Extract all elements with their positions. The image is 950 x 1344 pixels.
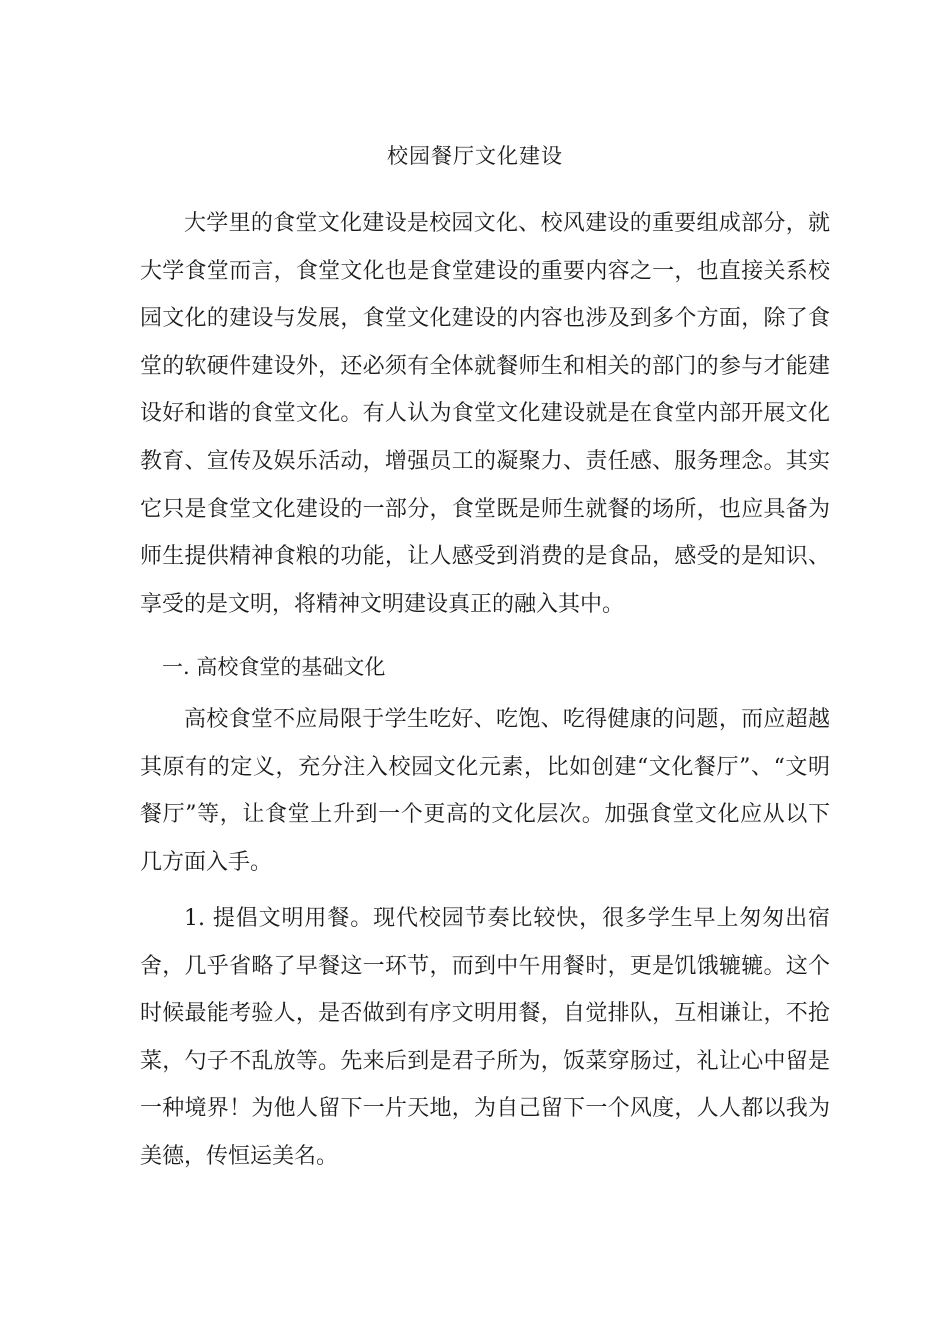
paragraph-item-1: 1. 提倡文明用餐。现代校园节奏比较快，很多学生早上匆匆出宿舍，几乎省略了早餐这一环节，而到中午用餐时，更是饥饿辘辘。这个时候最能考验人，是否做到有序文明用餐，自觉排队，互相谦让，不抢菜，勺子不乱放等。先来后到是君子所为，饭菜穿肠过，礼让心中留是一种境界！为他人留下一片天地，为自己留下一个风度，人人都以我为美德，传恒运美名。 bbox=[140, 906, 830, 1169]
paragraph-section-intro: 高校食堂不应局限于学生吃好、吃饱、吃得健康的问题，而应超越其原有的定义，充分注入校园文化元素，比如创建“文化餐厅”、“文明餐厅”等，让食堂上升到一个更高的文化层次。加强食堂文化应从以下几方面入手。 bbox=[140, 707, 830, 875]
section-heading: 一. 高校食堂的基础文化 bbox=[162, 655, 386, 679]
document-title: 校园餐厅文化建设 bbox=[387, 144, 563, 168]
paragraph-intro: 大学里的食堂文化建设是校园文化、校风建设的重要组成部分，就大学食堂而言，食堂文化也是食堂建设的重要内容之一，也直接关系校园文化的建设与发展，食堂文化建设的内容也涉及到多个方面，除了食堂的软硬件建设外，还必须有全体就餐师生和相关的部门的参与才能建设好和谐的食堂文化。有人认为食堂文化建设就是在食堂内部开展文化教育、宣传及娱乐活动，增强员工的凝聚力、责任感、服务理念。其实它只是食堂文化建设的一部分，食堂既是师生就餐的场所，也应具备为师生提供精神食粮的功能，让人感受到消费的是食品，感受的是知识、享受的是文明，将精神文明建设真正的融入其中。 bbox=[140, 211, 830, 617]
